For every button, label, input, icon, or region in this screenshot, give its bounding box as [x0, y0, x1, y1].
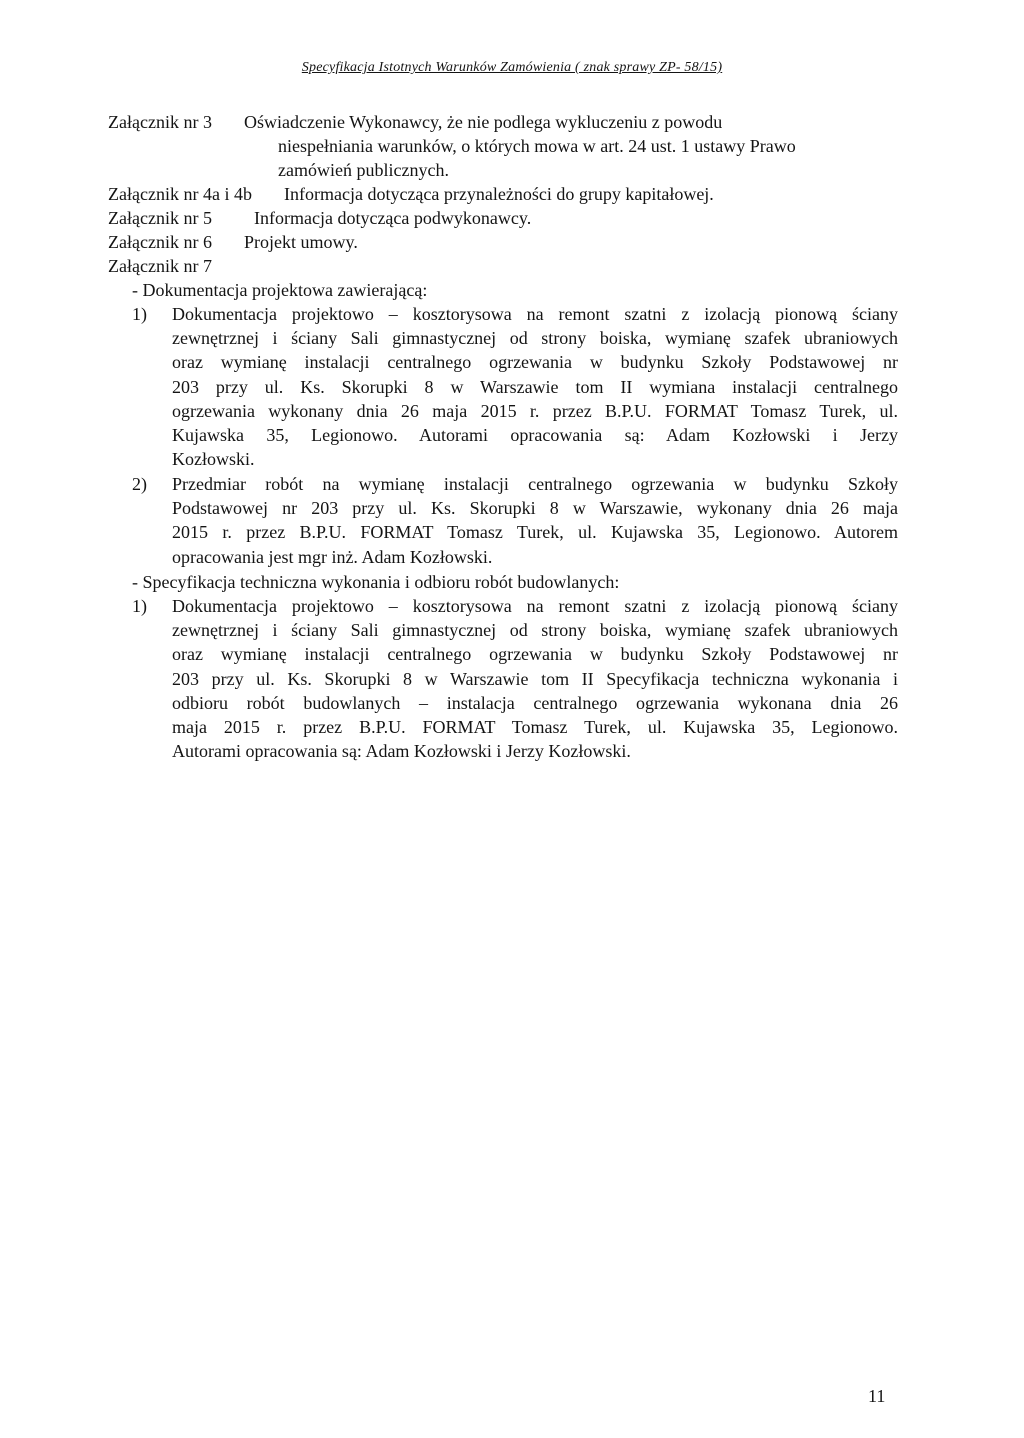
- document-header: Specyfikacja Istotnych Warunków Zamówienia ( znak sprawy ZP- 58/15): [301, 60, 723, 75]
- section-1-item-2-paragraph: [172, 472, 898, 569]
- paragraph-line: Autorami opracowania są: Adam Kozłowski i Jerzy Kozłowski.: [172, 741, 631, 762]
- paragraph-line: 203 przy ul. Ks. Skorupki 8 w Warszawie tom II Specyfikacja techniczna wykonania i: [172, 668, 898, 689]
- annex-3-line-1: Oświadczenie Wykonawcy, że nie podlega wykluczeniu z powodu: [244, 112, 723, 132]
- annex-5-label: Załącznik nr 5: [108, 208, 212, 228]
- annex-3-label: Załącznik nr 3: [108, 112, 212, 132]
- paragraph-line: Dokumentacja projektowo – kosztorysowa na remont szatni z izolacją pionową ściany: [172, 596, 898, 616]
- paragraph-line: Kujawska 35, Legionowo. Autorami opracowania są: Adam Kozłowski i Jerzy: [172, 424, 898, 445]
- section-2-item-1-number: 1): [132, 596, 147, 616]
- paragraph-line: odbioru robót budowlanych – instalacja centralnego ogrzewania wykonana dnia 26: [172, 692, 898, 713]
- paragraph-line: maja 2015 r. przez B.P.U. FORMAT Tomasz Turek, ul. Kujawska 35, Legionowo.: [172, 716, 898, 737]
- section-1-item-1-paragraph: [172, 302, 898, 471]
- annex-6-label: Załącznik nr 6: [108, 232, 212, 252]
- paragraph-line: oraz wymianę instalacji centralnego ogrzewania w budynku Szkoły Podstawowej nr: [172, 352, 898, 373]
- paragraph-line: Kozłowski.: [172, 449, 255, 470]
- annex-5-text: Informacja dotycząca podwykonawcy.: [254, 208, 532, 228]
- paragraph-line: ogrzewania wykonany dnia 26 maja 2015 r. przez B.P.U. FORMAT Tomasz Turek, ul.: [172, 400, 898, 421]
- annex-4-text: Informacja dotycząca przynależności do grupy kapitałowej.: [284, 184, 714, 204]
- paragraph-line: zewnętrznej i ściany Sali gimnastycznej od strony boiska, wymianę szafek ubraniowych: [172, 328, 898, 349]
- section-1-item-2-number: 2): [132, 474, 147, 494]
- section-1-heading: - Dokumentacja projektowa zawierającą:: [132, 280, 428, 300]
- paragraph-line: zewnętrznej i ściany Sali gimnastycznej od strony boiska, wymianę szafek ubraniowych: [172, 620, 898, 641]
- section-1-item-1-number: 1): [132, 304, 147, 324]
- annex-7-label: Załącznik nr 7: [108, 256, 212, 276]
- paragraph-line: 2015 r. przez B.P.U. FORMAT Tomasz Turek, ul. Kujawska 35, Legionowo. Autorem: [172, 522, 898, 543]
- annex-3-line-3: zamówień publicznych.: [278, 160, 449, 180]
- annex-6-text: Projekt umowy.: [244, 232, 358, 252]
- paragraph-line: 203 przy ul. Ks. Skorupki 8 w Warszawie tom II wymiana instalacji centralnego: [172, 376, 898, 397]
- section-2-item-1-paragraph: [172, 594, 898, 763]
- section-2-heading: - Specyfikacja techniczna wykonania i odbioru robót budowlanych:: [132, 572, 620, 592]
- paragraph-line: oraz wymianę instalacji centralnego ogrzewania w budynku Szkoły Podstawowej nr: [172, 644, 898, 665]
- paragraph-line: opracowania jest mgr inż. Adam Kozłowski.: [172, 546, 493, 567]
- annex-3-line-2: niespełniania warunków, o których mowa w art. 24 ust. 1 ustawy Prawo: [278, 136, 796, 156]
- paragraph-line: Podstawowej nr 203 przy ul. Ks. Skorupki 8 w Warszawie, wykonany dnia 26 maja: [172, 498, 898, 519]
- page-number: 11: [868, 1386, 886, 1406]
- annex-4-label: Załącznik nr 4a i 4b: [108, 184, 252, 204]
- paragraph-line: Przedmiar robót na wymianę instalacji centralnego ogrzewania w budynku Szkoły: [172, 474, 898, 494]
- paragraph-line: Dokumentacja projektowo – kosztorysowa na remont szatni z izolacją pionową ściany: [172, 304, 898, 324]
